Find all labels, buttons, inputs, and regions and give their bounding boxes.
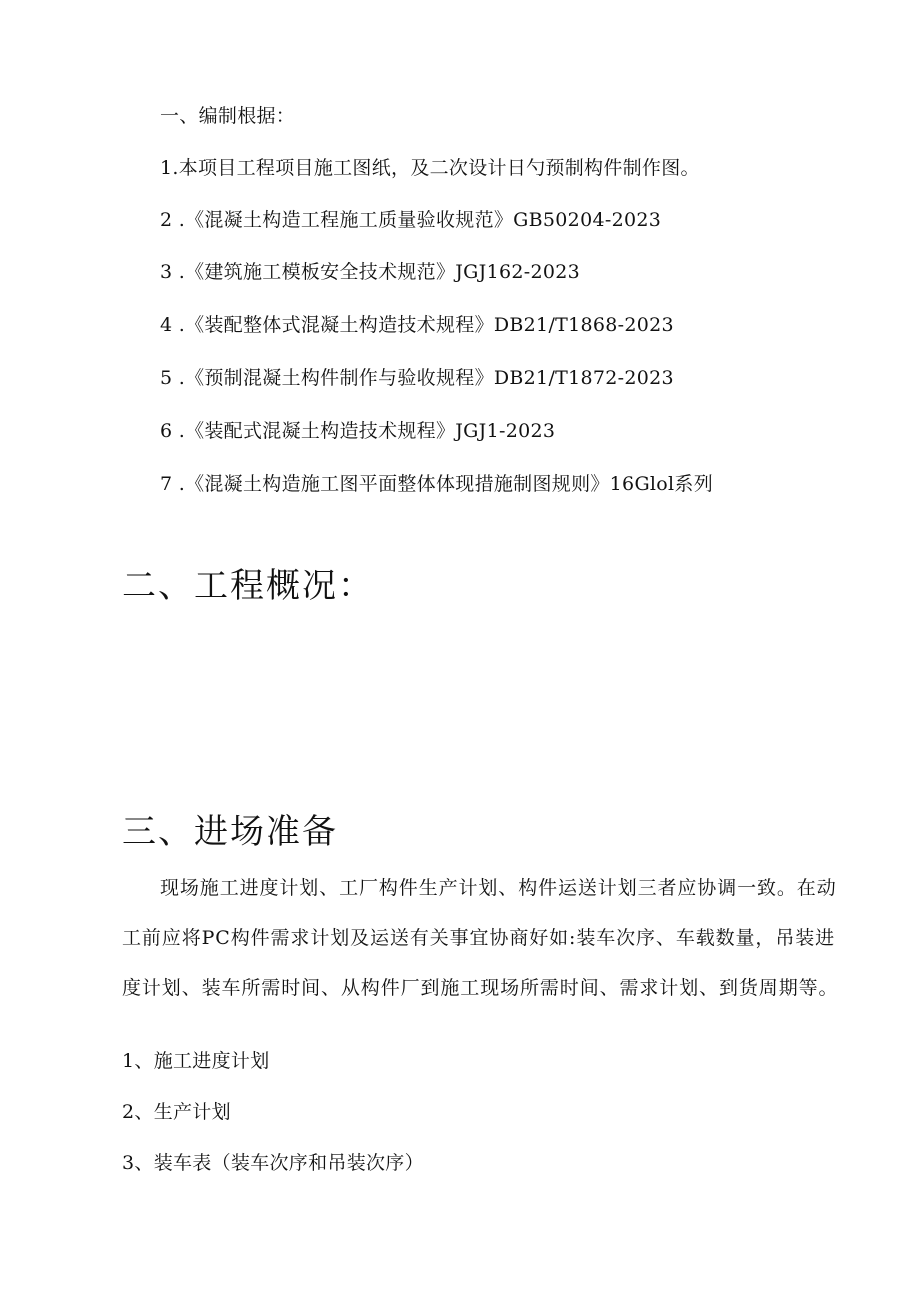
list-item-1: 1、施工进度计划 [122, 1050, 270, 1072]
reference-item-3: 3 .《建筑施工模板安全技术规范》JGJ162-2023 [160, 261, 581, 283]
reference-item-7: 7 .《混凝土构造施工图平面整体体现措施制图规则》16Glol系列 [160, 473, 714, 495]
list-item-3: 3、装车表（装车次序和吊装次序） [122, 1152, 424, 1174]
paragraph-line-3: 度计划、装车所需时间、从构件厂到施工现场所需时间、需求计划、到货周期等。 [122, 977, 839, 999]
reference-item-2: 2 .《混凝土构造工程施工质量验收规范》GB50204-2023 [160, 209, 662, 231]
reference-item-6: 6 .《装配式混凝土构造技术规程》JGJ1-2023 [160, 420, 556, 442]
paragraph-line-2: 工前应将PC构件需求计划及运送有关事宜协商好如:装车次序、车载数量，吊装进 [122, 927, 836, 949]
list-item-2: 2、生产计划 [122, 1101, 231, 1123]
paragraph-line-1: 现场施工进度计划、工厂构件生产计划、构件运送计划三者应协调一致。在动 [160, 877, 837, 899]
reference-item-4: 4 .《装配整体式混凝土构造技术规程》DB21/T1868-2023 [160, 314, 674, 336]
reference-item-5: 5 .《预制混凝土构件制作与验收规程》DB21/T1872-2023 [160, 367, 674, 389]
section-3-heading: 三、进场准备 [122, 812, 338, 852]
section-1-title: 一、编制根据： [160, 105, 296, 127]
reference-item-1: 1.本项目工程项目施工图纸，及二次设计日勺预制构件制作图。 [160, 157, 700, 179]
section-2-heading: 二、工程概况： [122, 566, 374, 606]
